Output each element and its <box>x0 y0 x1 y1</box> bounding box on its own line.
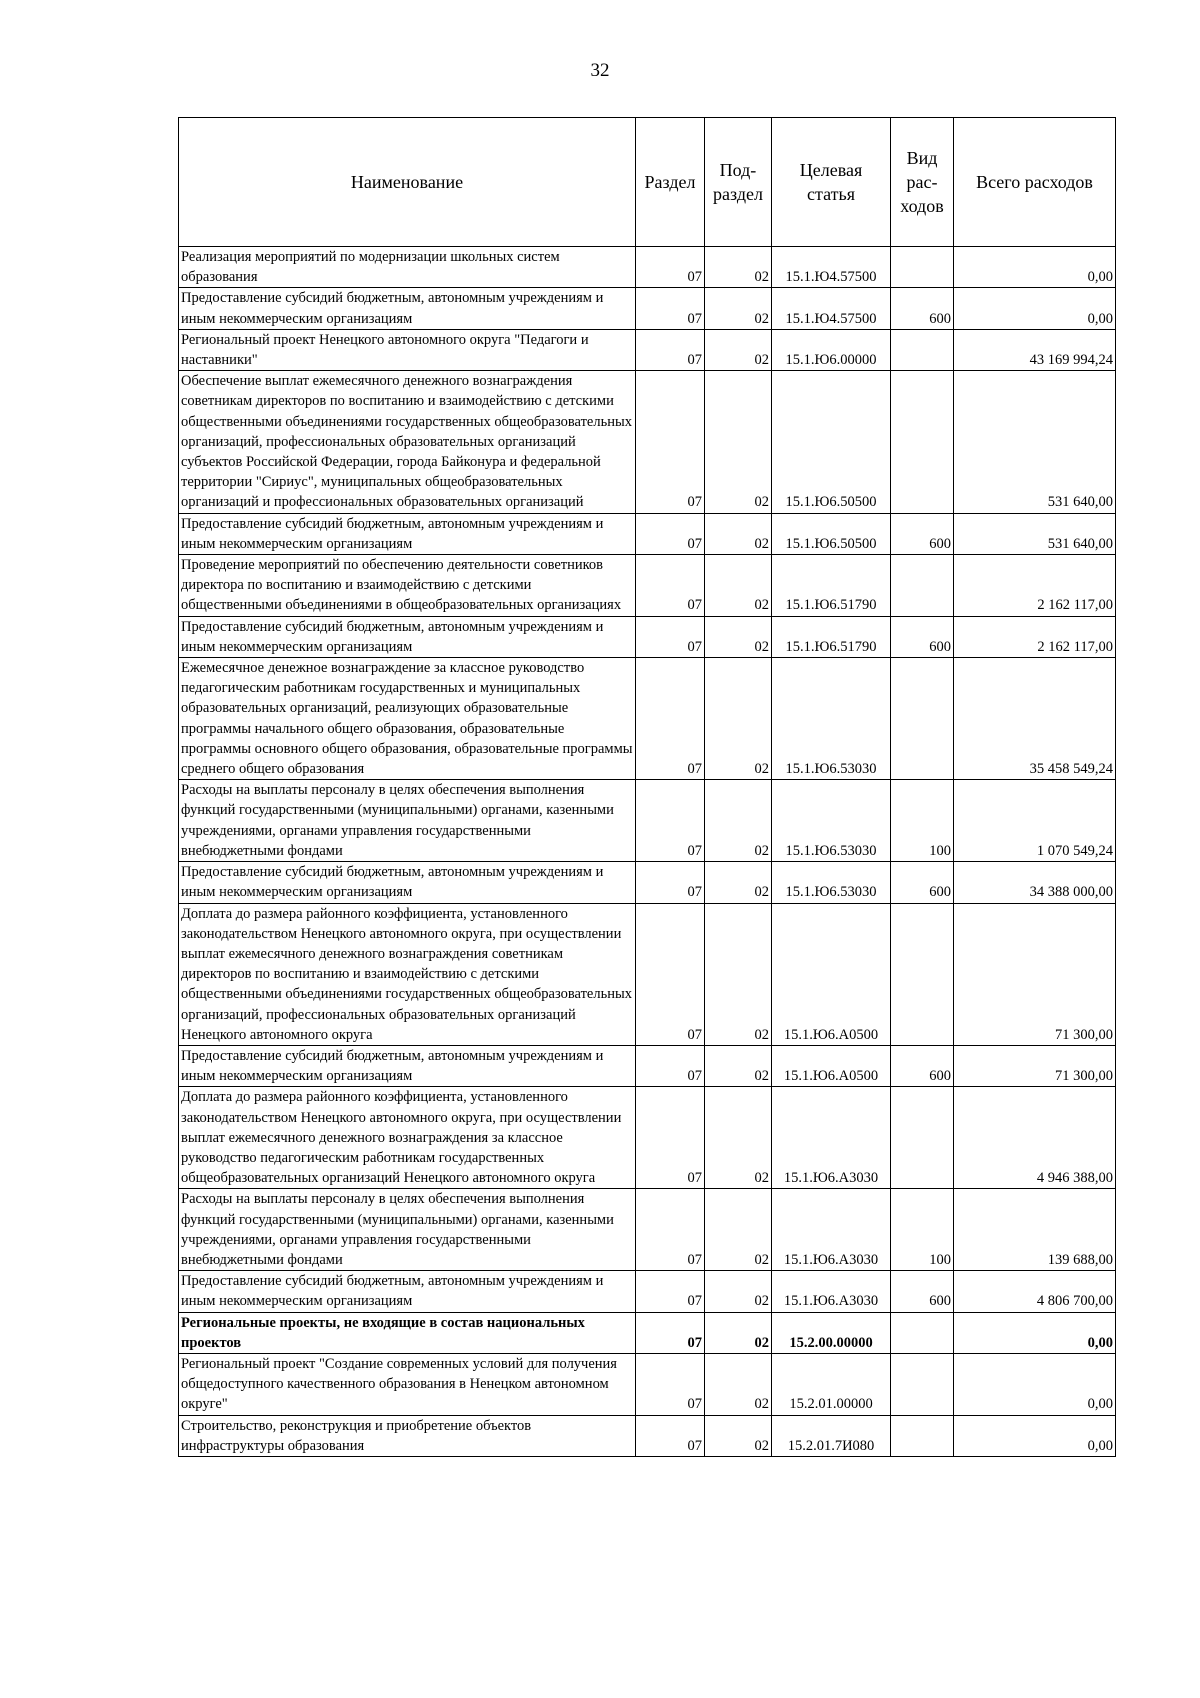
cell-total: 0,00 <box>954 288 1116 329</box>
cell-section: 07 <box>636 1415 705 1456</box>
cell-target: 15.1.Ю6.А3030 <box>772 1271 891 1312</box>
cell-subsection: 02 <box>705 555 772 617</box>
cell-section: 07 <box>636 658 705 780</box>
cell-name: Проведение мероприятий по обеспечению деятельности советников директора по воспитанию и взаимодействию с детскими общественными объединениями в общеобразовательных организациях <box>179 555 636 617</box>
cell-total: 1 070 549,24 <box>954 780 1116 862</box>
cell-name: Строительство, реконструкция и приобретение объектов инфраструктуры образования <box>179 1415 636 1456</box>
table-row <box>179 1271 1116 1312</box>
cell-section: 07 <box>636 1353 705 1415</box>
cell-target: 15.1.Ю6.53030 <box>772 658 891 780</box>
cell-subsection: 02 <box>705 1312 772 1353</box>
table-row <box>179 862 1116 903</box>
cell-section: 07 <box>636 288 705 329</box>
cell-subsection: 02 <box>705 1353 772 1415</box>
cell-section: 07 <box>636 1189 705 1271</box>
table-row <box>179 1087 1116 1189</box>
cell-target: 15.1.Ю6.А0500 <box>772 903 891 1045</box>
cell-total: 0,00 <box>954 1415 1116 1456</box>
cell-name: Предоставление субсидий бюджетным, автономным учреждениям и иным некоммерческим организациям <box>179 862 636 903</box>
header-target: Целевая статья <box>772 118 891 247</box>
table-body <box>179 247 1116 1457</box>
cell-total: 34 388 000,00 <box>954 862 1116 903</box>
cell-section: 07 <box>636 513 705 554</box>
header-total: Всего расходов <box>954 118 1116 247</box>
cell-type: 100 <box>891 780 954 862</box>
cell-type: 600 <box>891 1045 954 1086</box>
cell-section: 07 <box>636 616 705 657</box>
cell-total: 43 169 994,24 <box>954 329 1116 370</box>
cell-name: Доплата до размера районного коэффициента, установленного законодательством Ненецкого автономного округа, при осуществлении выплат ежемесячного денежного вознаграждения за классное руководство педагогическим работникам государственных общеобразовательных организаций Ненецкого автономного округа <box>179 1087 636 1189</box>
cell-target: 15.1.Ю6.53030 <box>772 862 891 903</box>
cell-subsection: 02 <box>705 658 772 780</box>
cell-name: Региональный проект "Создание современных условий для получения общедоступного качественного образования в Ненецком автономном округе" <box>179 1353 636 1415</box>
cell-section: 07 <box>636 1045 705 1086</box>
table-row <box>179 616 1116 657</box>
cell-total: 531 640,00 <box>954 513 1116 554</box>
table-row <box>179 780 1116 862</box>
cell-total: 35 458 549,24 <box>954 658 1116 780</box>
header-name: Наименование <box>179 118 636 247</box>
cell-type <box>891 247 954 288</box>
cell-target: 15.1.Ю6.53030 <box>772 780 891 862</box>
cell-total: 0,00 <box>954 1312 1116 1353</box>
cell-type: 600 <box>891 513 954 554</box>
cell-name: Предоставление субсидий бюджетным, автономным учреждениям и иным некоммерческим организациям <box>179 1045 636 1086</box>
table-row <box>179 247 1116 288</box>
table-row <box>179 288 1116 329</box>
table-row <box>179 903 1116 1045</box>
cell-subsection: 02 <box>705 329 772 370</box>
cell-name: Реализация мероприятий по модернизации школьных систем образования <box>179 247 636 288</box>
cell-total: 71 300,00 <box>954 903 1116 1045</box>
cell-name: Предоставление субсидий бюджетным, автономным учреждениям и иным некоммерческим организациям <box>179 513 636 554</box>
cell-type <box>891 1415 954 1456</box>
cell-section: 07 <box>636 555 705 617</box>
cell-name: Региональные проекты, не входящие в состав национальных проектов <box>179 1312 636 1353</box>
cell-target: 15.2.01.7И080 <box>772 1415 891 1456</box>
cell-total: 0,00 <box>954 247 1116 288</box>
header-row <box>179 118 1116 247</box>
cell-target: 15.1.Ю6.50500 <box>772 513 891 554</box>
cell-subsection: 02 <box>705 616 772 657</box>
header-section: Раздел <box>636 118 705 247</box>
cell-subsection: 02 <box>705 1087 772 1189</box>
header-type: Вид рас-ходов <box>891 118 954 247</box>
cell-type <box>891 658 954 780</box>
cell-type: 600 <box>891 288 954 329</box>
cell-target: 15.1.Ю6.А0500 <box>772 1045 891 1086</box>
cell-target: 15.1.Ю4.57500 <box>772 247 891 288</box>
cell-total: 4 946 388,00 <box>954 1087 1116 1189</box>
cell-total: 71 300,00 <box>954 1045 1116 1086</box>
cell-target: 15.1.Ю6.А3030 <box>772 1189 891 1271</box>
cell-subsection: 02 <box>705 1415 772 1456</box>
cell-type: 600 <box>891 1271 954 1312</box>
cell-total: 4 806 700,00 <box>954 1271 1116 1312</box>
cell-subsection: 02 <box>705 371 772 513</box>
cell-type: 100 <box>891 1189 954 1271</box>
cell-target: 15.1.Ю4.57500 <box>772 288 891 329</box>
cell-target: 15.1.Ю6.51790 <box>772 555 891 617</box>
cell-type: 600 <box>891 862 954 903</box>
cell-type <box>891 1353 954 1415</box>
cell-section: 07 <box>636 1312 705 1353</box>
cell-subsection: 02 <box>705 780 772 862</box>
cell-name: Расходы на выплаты персоналу в целях обеспечения выполнения функций государственными (муниципальными) органами, казенными учреждениями, органами управления государственными внебюджетными фондами <box>179 780 636 862</box>
cell-total: 2 162 117,00 <box>954 555 1116 617</box>
cell-name: Расходы на выплаты персоналу в целях обеспечения выполнения функций государственными (муниципальными) органами, казенными учреждениями, органами управления государственными внебюджетными фондами <box>179 1189 636 1271</box>
table-row <box>179 371 1116 513</box>
table-row <box>179 1045 1116 1086</box>
table-row <box>179 1415 1116 1456</box>
cell-subsection: 02 <box>705 862 772 903</box>
cell-target: 15.1.Ю6.50500 <box>772 371 891 513</box>
table-row <box>179 1189 1116 1271</box>
table-row <box>179 658 1116 780</box>
cell-subsection: 02 <box>705 1271 772 1312</box>
table-row <box>179 329 1116 370</box>
cell-name: Предоставление субсидий бюджетным, автономным учреждениям и иным некоммерческим организациям <box>179 288 636 329</box>
cell-total: 0,00 <box>954 1353 1116 1415</box>
cell-name: Предоставление субсидий бюджетным, автономным учреждениям и иным некоммерческим организациям <box>179 1271 636 1312</box>
cell-type: 600 <box>891 616 954 657</box>
table-row <box>179 1312 1116 1353</box>
table-row <box>179 555 1116 617</box>
cell-subsection: 02 <box>705 247 772 288</box>
cell-subsection: 02 <box>705 903 772 1045</box>
cell-section: 07 <box>636 780 705 862</box>
cell-section: 07 <box>636 329 705 370</box>
cell-section: 07 <box>636 1271 705 1312</box>
cell-subsection: 02 <box>705 1045 772 1086</box>
header-subsection: Под-раздел <box>705 118 772 247</box>
page-number: 32 <box>590 60 610 81</box>
cell-target: 15.1.Ю6.00000 <box>772 329 891 370</box>
cell-section: 07 <box>636 247 705 288</box>
cell-type <box>891 1087 954 1189</box>
cell-target: 15.1.Ю6.51790 <box>772 616 891 657</box>
cell-subsection: 02 <box>705 513 772 554</box>
cell-total: 2 162 117,00 <box>954 616 1116 657</box>
cell-type <box>891 1312 954 1353</box>
cell-name: Предоставление субсидий бюджетным, автономным учреждениям и иным некоммерческим организациям <box>179 616 636 657</box>
budget-table <box>178 117 1116 1457</box>
table-row <box>179 1353 1116 1415</box>
cell-name: Ежемесячное денежное вознаграждение за классное руководство педагогическим работникам государственных и муниципальных образовательных организаций, реализующих образовательные программы начального общего образования, образовательные программы основного общего образования, образовательные программы среднего общего образования <box>179 658 636 780</box>
cell-section: 07 <box>636 371 705 513</box>
cell-name: Доплата до размера районного коэффициента, установленного законодательством Ненецкого автономного округа, при осуществлении выплат ежемесячного денежного вознаграждения советникам директоров по воспитанию и взаимодействию с детскими общественными объединениями государственных общеобразовательных организаций, профессиональных образовательных организаций Ненецкого автономного округа <box>179 903 636 1045</box>
table-row <box>179 513 1116 554</box>
cell-type <box>891 371 954 513</box>
cell-total: 139 688,00 <box>954 1189 1116 1271</box>
cell-name: Обеспечение выплат ежемесячного денежного вознаграждения советникам директоров по воспитанию и взаимодействию с детскими общественными объединениями государственных общеобразовательных организаций, профессиональных образовательных организаций субъектов Российской Федерации, города Байконура и федеральной территории "Сириус", муниципальных общеобразовательных организаций и профессиональных образовательных организаций <box>179 371 636 513</box>
cell-section: 07 <box>636 1087 705 1189</box>
cell-name: Региональный проект Ненецкого автономного округа "Педагоги и наставники" <box>179 329 636 370</box>
cell-subsection: 02 <box>705 1189 772 1271</box>
cell-target: 15.2.01.00000 <box>772 1353 891 1415</box>
cell-total: 531 640,00 <box>954 371 1116 513</box>
cell-type <box>891 329 954 370</box>
cell-type <box>891 555 954 617</box>
cell-type <box>891 903 954 1045</box>
cell-target: 15.1.Ю6.А3030 <box>772 1087 891 1189</box>
cell-subsection: 02 <box>705 288 772 329</box>
cell-target: 15.2.00.00000 <box>772 1312 891 1353</box>
cell-section: 07 <box>636 903 705 1045</box>
cell-section: 07 <box>636 862 705 903</box>
